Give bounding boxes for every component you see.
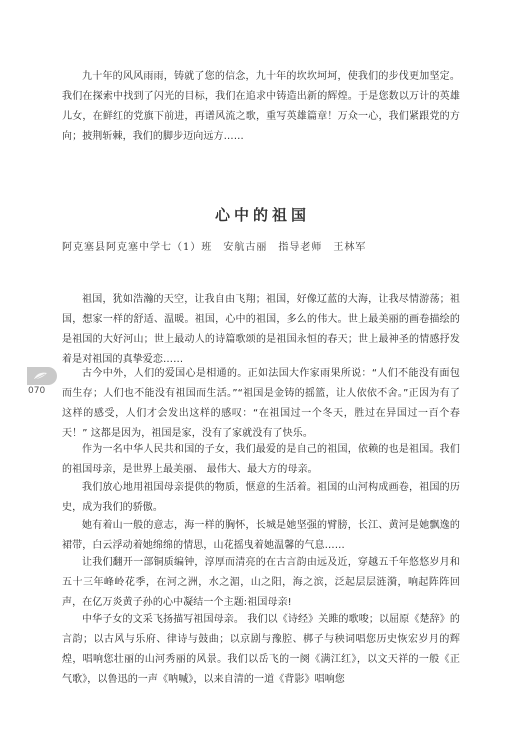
essay-title: 心中的祖国 <box>214 206 310 224</box>
essay-paragraph-2: 古今中外，人们的爱国心是相通的。正如法国大作家雨果所说：“人们不能没有面包而生存；人们也不能没有祖国而生活。”“祖国是金铸的摇篮，让人依依不舍。”正因为有了这样的感受，人们才会发出这样的感叹：“在祖国过一个冬天，胜过在异国过一百个春天！” 这都是因为，祖国是家，没有了家就没有了快乐。 <box>62 368 460 439</box>
essay-paragraph-1: 祖国，犹如浩瀚的天空，让我自由飞翔；祖国，好像辽蓝的大海，让我尽情游荡；祖国，想家一样的舒适、温暖。祖国，心中的祖国，多么的伟大。世上最美丽的画卷描绘的是祖国的大好河山；世上最动人的诗篇歌颂的是祖国永恒的春天；世上最神圣的情感抒发着是对祖国的真挚爱恋…… <box>62 294 460 365</box>
essay-paragraph-5: 她有着山一般的意志，海一样的胸怀，长城是她坚强的臂膀，长江、黄河是她飘逸的裙带，白云浮动着她绵绵的情思，山花摇曳着她温馨的气息…… <box>62 520 460 551</box>
essay-paragraph-7: 中华子女的文采飞扬描写祖国母亲。 我们以《诗经》关雎的歌唆；以屈原《楚辞》的言韵；以古风与乐府、律诗与鼓曲；以京剧与豫腔、梆子与秧词唱您历史恢宏岁月的辉煌，唱响您壮丽的山河秀丽的风景。我们以岳飞的一阕《满江红》，以文天祥的一般《正气歌》，以鲁迅的一声《呐喊》，以来自清的一道《背影》唱响您 <box>62 614 460 685</box>
essay-paragraph-6: 让我们翻开一部铜质编钟，淳厚而清亮的在古言韵由远及近，穿越五千年悠悠岁月和五十三年峰岭花季，在河之洲，水之湄，山之阳，海之滨，泛起层层涟漪，响起阵阵回声，在亿万炎黄子孙的心中凝结一个主题:祖国母亲! <box>62 557 460 608</box>
essay-byline: 阿克塞县阿克塞中学七（1）班 安航古丽 指导老师 王林军 <box>62 242 367 253</box>
leaf-icon <box>33 371 49 381</box>
essay-paragraph-4: 我们放心地用祖国母亲提供的物质，惬意的生活着。祖国的山河构成画卷，祖国的历史，成为我们的骄傲。 <box>62 482 460 513</box>
page-tab-marker <box>27 367 57 385</box>
page-number: 070 <box>28 386 46 396</box>
intro-paragraph: 九十年的风风雨雨，铸就了您的信念，九十年的坎坎坷坷，使我们的步伐更加坚定。我们在探索中找到了闪光的目标，我们在追求中铸造出新的辉煌。于是您数以万计的英雄儿女，在鲜红的党旗下前进，再谱风流之歌，重写英雄篇章！万众一心，我们紧跟党的方向；披荆斩棘，我们的脚步迈向远方…… <box>62 71 460 142</box>
essay-paragraph-3: 作为一名中华人民共和国的子女，我们最爱的是自己的祖国，依赖的也是祖国。我们的祖国母亲，是世界上最美丽、 最伟大、最大方的母亲。 <box>62 444 460 475</box>
